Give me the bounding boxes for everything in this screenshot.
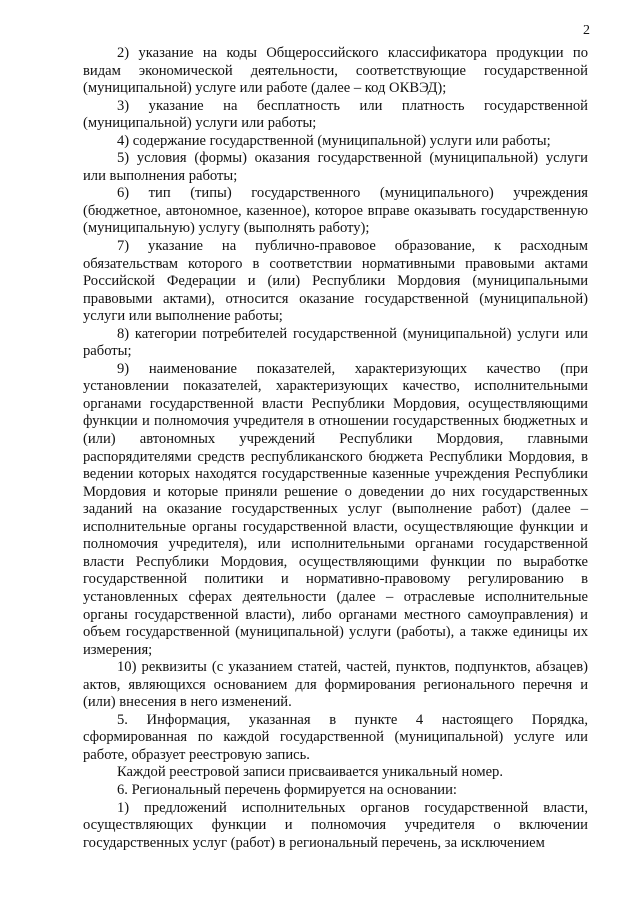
- paragraph-item-6: 6) тип (типы) государственного (муниципального) учреждения (бюджетное, автономное, казенное), которое вправе оказывать государственную (муниципальную) услугу (выполнять работу);: [83, 185, 588, 237]
- document-body: [83, 45, 588, 852]
- paragraph-item-7: 7) указание на публично-правовое образование, к расходным обязательствам которого в соответствии нормативными правовыми актами Российской Федерации и (или) Республики Мордовия (муниципальными правовыми актами), относится оказание государственной (муниципальной) услуги или выполнение работы;: [83, 238, 588, 325]
- paragraph-section-6: 6. Региональный перечень формируется на основании:: [117, 781, 457, 798]
- paragraph-unique-number: Каждой реестровой записи присваивается уникальный номер.: [117, 764, 503, 781]
- page-number: 2: [583, 23, 590, 38]
- paragraph-item-9: 9) наименование показателей, характеризующих качество (при установлении показателей, характеризующих качество, исполнительными органами государственной власти Республики Мордовия, осуществляющими функции и полномочия учредителя в отношении государственных бюджетных и (или) автономных учреждений Республики Мордовия, главными распорядителями средств республиканского бюджета Республики Мордовия, в ведении которых находятся государственные казенные учреждения Республики Мордовия и которые приняли решение о доведении до них государственных заданий на оказание государственных услуг (выполнение работ) (далее – исполнительные органы государственной власти, осуществляющие функции и полномочия учредителя), или исполнительными органами государственной власти Республики Мордовия, осуществляющими функции по выработке государственной политики и нормативно-правовому регулированию в установленных сферах деятельности (далее – отраслевые исполнительные органы государственной власти), либо органами местного самоуправления) и объем государственной (муниципальной) услуги (работы), а также единицы их измерения;: [83, 360, 588, 658]
- paragraph-section-5: 5. Информация, указанная в пункте 4 настоящего Порядка, сформированная по каждой государственной (муниципальной) услуге или работе, образует реестровую запись.: [83, 711, 588, 763]
- paragraph-item-4: 4) содержание государственной (муниципальной) услуги или работы;: [117, 132, 551, 149]
- paragraph-item-10: 10) реквизиты (с указанием статей, частей, пунктов, подпунктов, абзацев) актов, являющихся основанием для формирования регионального перечня и (или) внесения в него изменений.: [83, 659, 588, 711]
- paragraph-item-8: 8) категории потребителей государственной (муниципальной) услуги или работы;: [83, 325, 588, 360]
- paragraph-item-3: 3) указание на бесплатность или платность государственной (муниципальной) услуги или работы;: [83, 97, 588, 132]
- paragraph-item-5: 5) условия (формы) оказания государственной (муниципальной) услуги или выполнения работы;: [83, 150, 588, 184]
- paragraph-section-6-item-1: 1) предложений исполнительных органов государственной власти, осуществляющих функции и полномочия учредителя о включении государственных услуг (работ) в региональный перечень, за исключением: [83, 799, 588, 851]
- paragraph-item-2: 2) указание на коды Общероссийского классификатора продукции по видам экономической деятельности, соответствующие государственной (муниципальной) услуге или работе (далее – код ОКВЭД);: [83, 45, 588, 97]
